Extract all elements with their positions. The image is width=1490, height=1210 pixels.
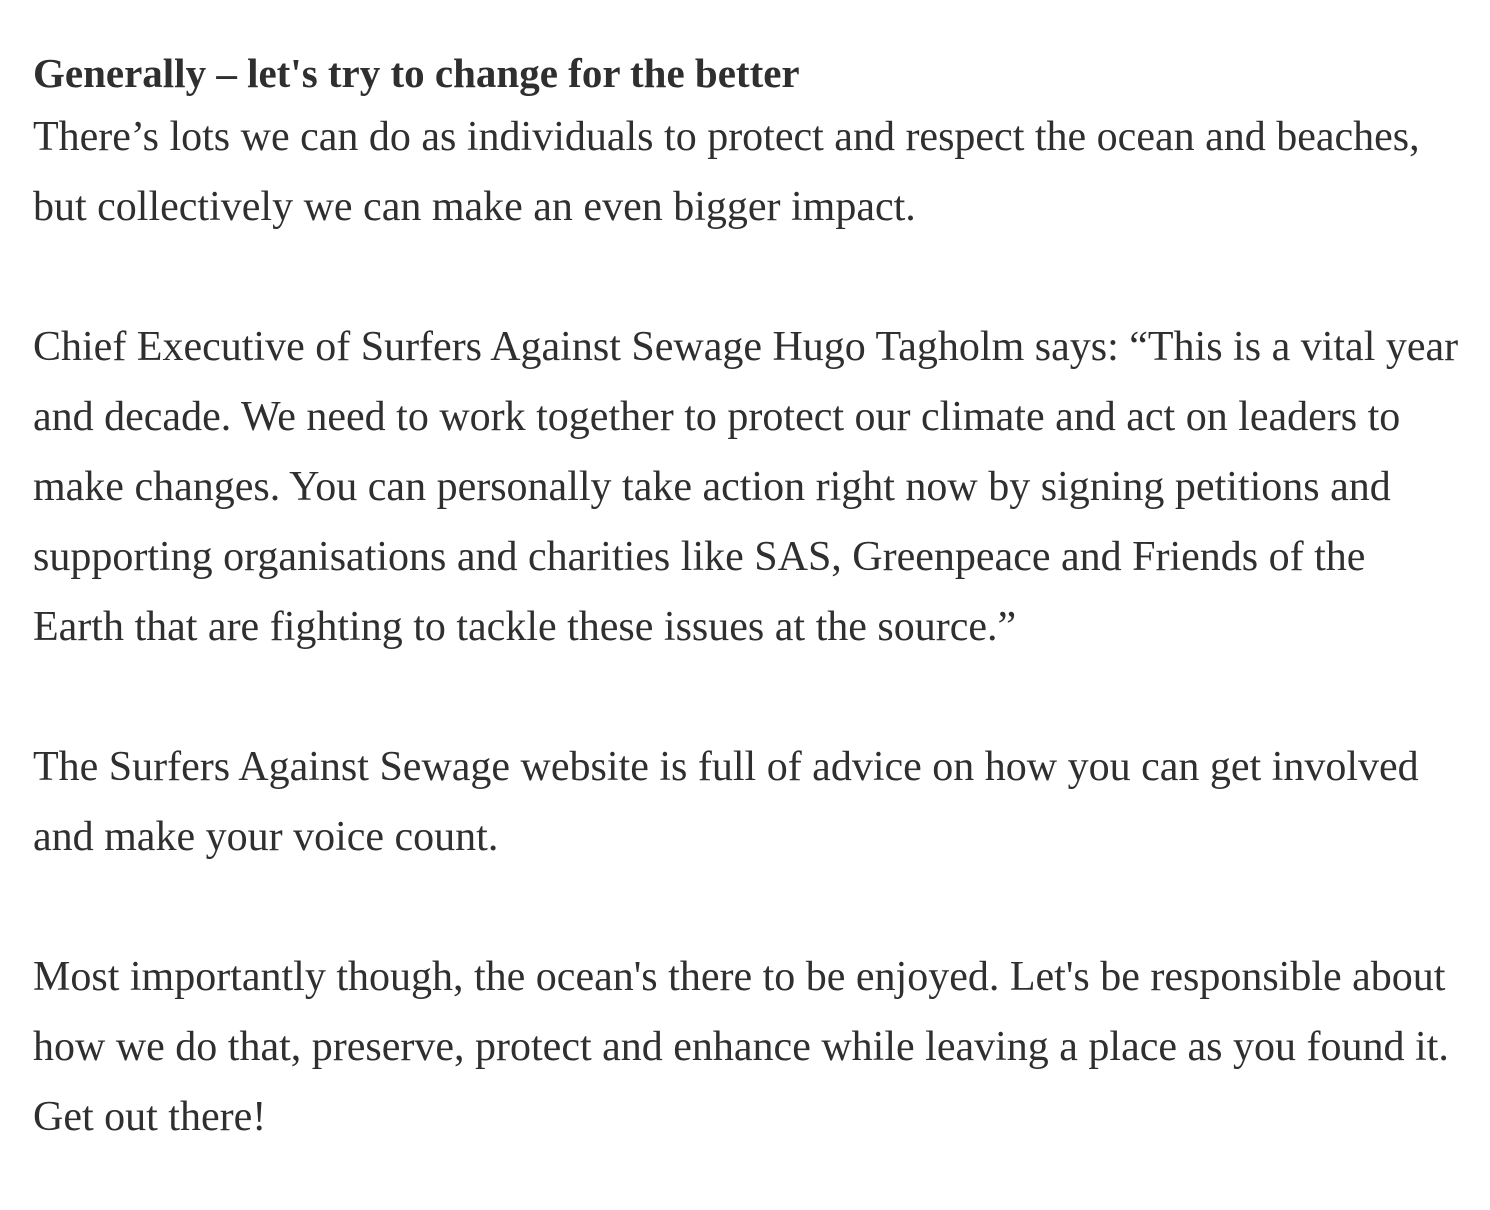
paragraph-website: The Surfers Against Sewage website is full of advice on how you can get involved and make your voice count. bbox=[33, 744, 1419, 860]
paragraph-intro: There’s lots we can do as individuals to protect and respect the ocean and beaches, but collectively we can make an even bigger impact. bbox=[33, 114, 1420, 230]
paragraph-quote: Chief Executive of Surfers Against Sewage Hugo Tagholm says: “This is a vital year and decade. We need to work together to protect our climate and act on leaders to make changes. You can personally take action right now by signing petitions and supporting organisations and charities like SAS, Greenpeace and Friends of the Earth that are fighting to tackle these issues at the source.” bbox=[33, 324, 1459, 650]
section-heading: Generally – let's try to change for the better bbox=[33, 50, 800, 96]
paragraph-conclusion: Most importantly though, the ocean's there to be enjoyed. Let's be responsible about how we do that, preserve, protect and enhance while leaving a place as you found it. Get out there! bbox=[33, 954, 1449, 1140]
